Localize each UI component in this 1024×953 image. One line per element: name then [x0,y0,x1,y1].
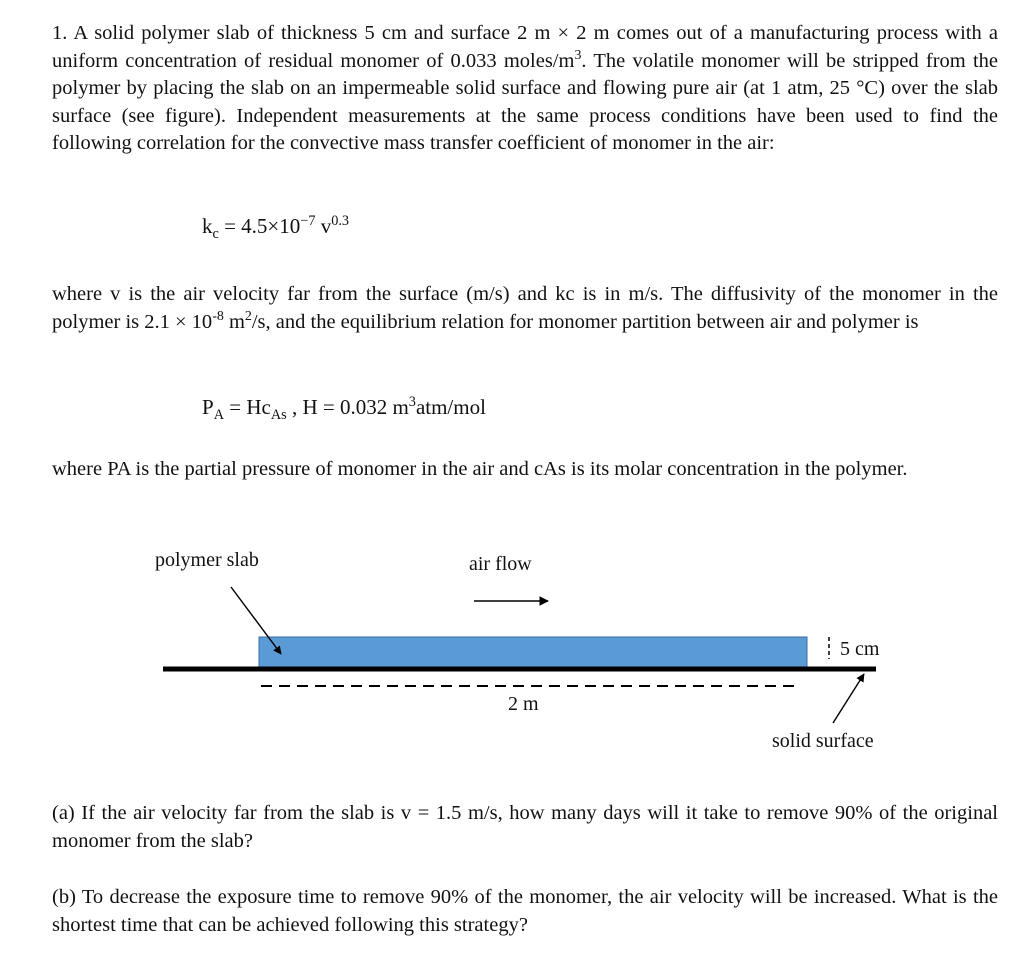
intro-text-2: . The volatile monomer will be stripped from the polymer by placing the slab on an impermeable solid surface and flowing pure air (at 1 atm, 25 °C) over the slab surface (see figure). Independent measurements at the same process conditions have been used to find the following correlation for the convective mass transfer coefficient of monomer in the air: [52,49,998,154]
diffusivity-paragraph [52,281,998,336]
problem-number: 1. [52,22,68,44]
para2-square: 2 [244,308,252,324]
slab-pointer-arrow [231,587,281,654]
polymer-slab [259,637,807,667]
velocity-exponent: 0.3 [331,213,350,229]
kc-correlation-equation [202,213,350,243]
surface-pointer-arrow [833,674,864,723]
pa-symbol: P [202,395,214,419]
para2-text-3: /s, and the equilibrium relation for monomer partition between air and polymer is [251,310,919,333]
velocity-symbol: v [315,214,332,238]
length-label: 2 m [508,693,539,715]
partial-pressure-paragraph: where PA is the partial pressure of monomer in the air and cAs is its molar concentration in the polymer. [52,458,908,480]
kc-symbol: k [202,214,213,238]
intro-text-1: A solid polymer slab of thickness 5 cm and surface 2 m × 2 m comes out of a manufacturing process with a uniform concentration of residual monomer of 0.033 moles/m [52,22,998,72]
kc-exponent: −7 [300,213,316,229]
solid-surface-label: solid surface [772,730,874,752]
para2-text-1: where v is the air velocity far from the surface (m/s) and kc is in m/s. The diffusivity of the monomer in the polymer is 2.1 × 10 [52,283,998,333]
cas-subscript: As [270,407,287,424]
henry-constant: , H = 0.032 m [286,395,409,419]
problem-intro [52,20,998,158]
para2-exponent: -8 [212,308,224,324]
henry-mid: = Hc [224,395,271,419]
polymer-slab-label: polymer slab [155,549,259,571]
kc-subscript: c [212,226,219,243]
henry-equation [202,394,486,424]
para2-text-2: m [223,310,245,333]
question-a: (a) If the air velocity far from the slab is v = 1.5 m/s, how many days will it take to remove 90% of the original monomer from the slab? [52,802,998,852]
air-flow-label: air flow [469,553,532,575]
kc-rhs: = 4.5×10 [218,214,301,238]
pa-subscript: A [213,407,224,424]
question-b: (b) To decrease the exposure time to remove 90% of the monomer, the air velocity will be increased. What is the shortest time that can be achieved following this strategy? [52,886,998,936]
henry-units: atm/mol [415,395,486,419]
henry-cube: 3 [408,394,416,410]
thickness-label: 5 cm [840,638,880,660]
intro-superscript: 3 [574,47,582,63]
